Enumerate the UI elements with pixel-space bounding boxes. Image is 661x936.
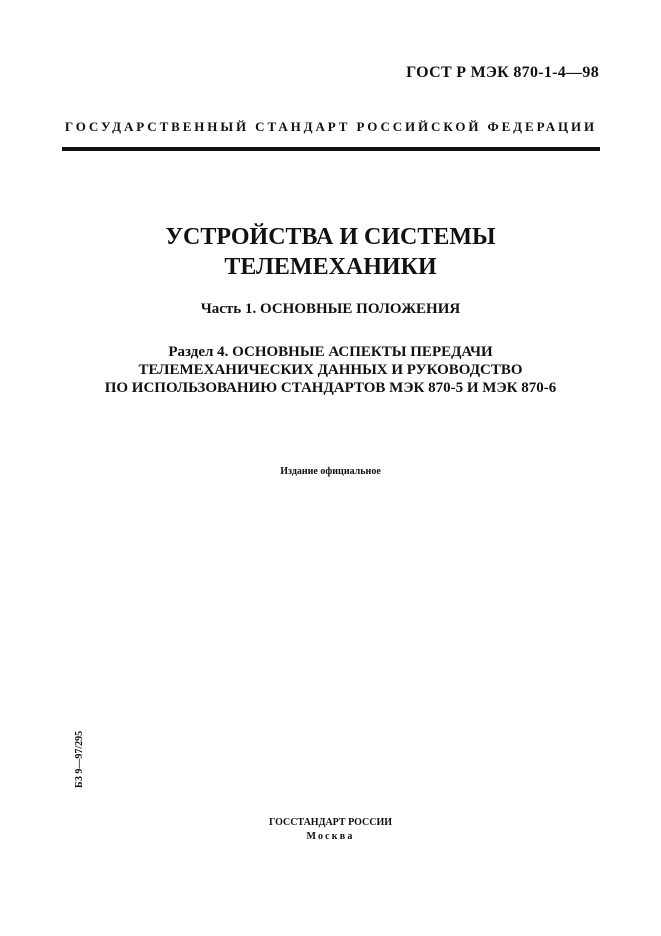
standard-type-heading: ГОСУДАРСТВЕННЫЙ СТАНДАРТ РОССИЙСКОЙ ФЕДЕРАЦИИ [64, 119, 598, 134]
publisher-city: Москва [306, 831, 355, 842]
catalog-code: БЗ 9—97/295 [74, 730, 85, 788]
edition-note: Издание официальное [280, 466, 381, 477]
main-title-line-1: УСТРОЙСТВА И СИСТЕМЫ [165, 224, 496, 250]
document-code: ГОСТ Р МЭК 870-1-4—98 [406, 64, 599, 81]
publisher-block [0, 816, 661, 844]
section-title-line-3: ПО ИСПОЛЬЗОВАНИЮ СТАНДАРТОВ МЭК 870-5 И МЭК 870-6 [104, 380, 557, 396]
section-title [0, 343, 661, 397]
section-title-line-2: ТЕЛЕМЕХАНИЧЕСКИХ ДАННЫХ И РУКОВОДСТВО [138, 362, 523, 378]
main-title [0, 222, 661, 282]
publisher-name: ГОССТАНДАРТ РОССИИ [268, 817, 393, 828]
main-title-line-2: ТЕЛЕМЕХАНИКИ [224, 254, 437, 280]
header-divider [62, 147, 600, 151]
part-title: Часть 1. ОСНОВНЫЕ ПОЛОЖЕНИЯ [200, 301, 461, 317]
section-title-line-1: Раздел 4. ОСНОВНЫЕ АСПЕКТЫ ПЕРЕДАЧИ [168, 344, 493, 360]
